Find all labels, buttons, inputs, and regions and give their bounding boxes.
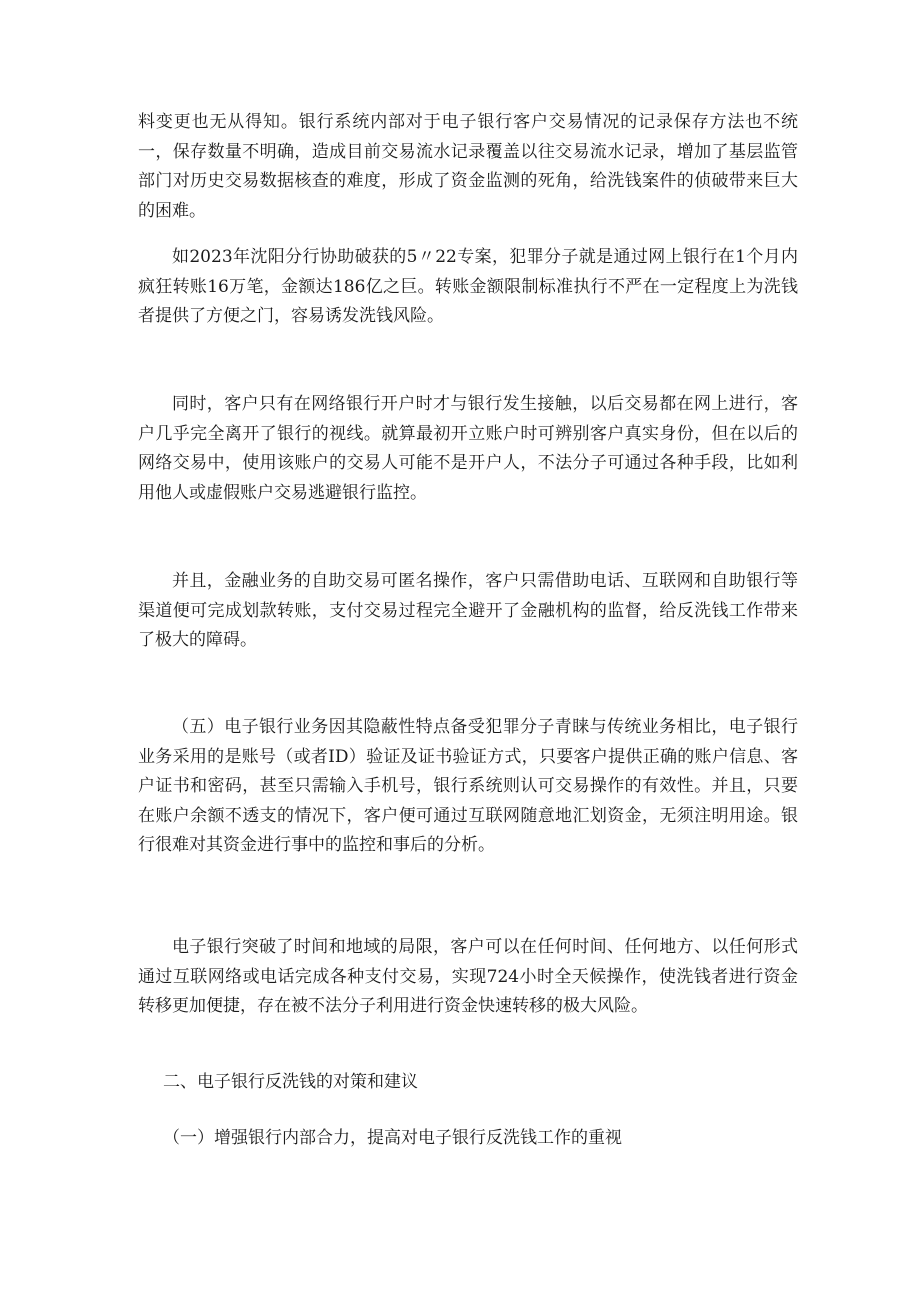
- paragraph-2: 如2023年沈阳分行协助破获的5〃22专案，犯罪分子就是通过网上银行在1个月内疯狂转账16万笔，金额达186亿之巨。转账金额限制标准执行不严在一定程度上为洗钱者提供了方便之门，容易诱发洗钱风险。: [138, 247, 798, 326]
- paragraph-3: 同时，客户只有在网络银行开户时才与银行发生接触，以后交易都在网上进行，客户几乎完全离开了银行的视线。就算最初开立账户时可辨别客户真实身份，但在以后的网络交易中，使用该账户的交易人可能不是开户人，不法分子可通过各种手段，比如利用他人或虚假账户交易逃避银行监控。: [138, 394, 798, 503]
- paragraph-4: 并且，金融业务的自助交易可匿名操作，客户只需借助电话、互联网和自助银行等渠道便可完成划款转账，支付交易过程完全避开了金融机构的监督，给反洗钱工作带来了极大的障碍。: [138, 571, 798, 650]
- paragraph-6: 电子银行突破了时间和地域的局限，客户可以在任何时间、任何地方、以任何形式通过互联网络或电话完成各种支付交易，实现724小时全天候操作，使洗钱者进行资金转移更加便捷，存在被不法分子利用进行资金快速转移的极大风险。: [138, 937, 798, 1016]
- section-heading: 二、电子银行反洗钱的对策和建议: [163, 1072, 418, 1092]
- paragraph-5: （五）电子银行业务因其隐蔽性特点备受犯罪分子青睐与传统业务相比，电子银行业务采用的是账号（或者ID）验证及证书验证方式，只要客户提供正确的账户信息、客户证书和密码，甚至只需输入手机号，银行系统则认可交易操作的有效性。并且，只要在账户余额不透支的情况下，客户便可通过互联网随意地汇划资金，无须注明用途。银行很难对其资金进行事中的监控和事后的分析。: [138, 717, 798, 855]
- subsection-heading: （一）增强银行内部合力，提高对电子银行反洗钱工作的重视: [163, 1128, 622, 1148]
- paragraph-1: 料变更也无从得知。银行系统内部对于电子银行客户交易情况的记录保存方法也不统一，保存数量不明确，造成目前交易流水记录覆盖以往交易流水记录，增加了基层监管部门对历史交易数据核查的难度，形成了资金监测的死角，给洗钱案件的侦破带来巨大的困难。: [138, 112, 798, 221]
